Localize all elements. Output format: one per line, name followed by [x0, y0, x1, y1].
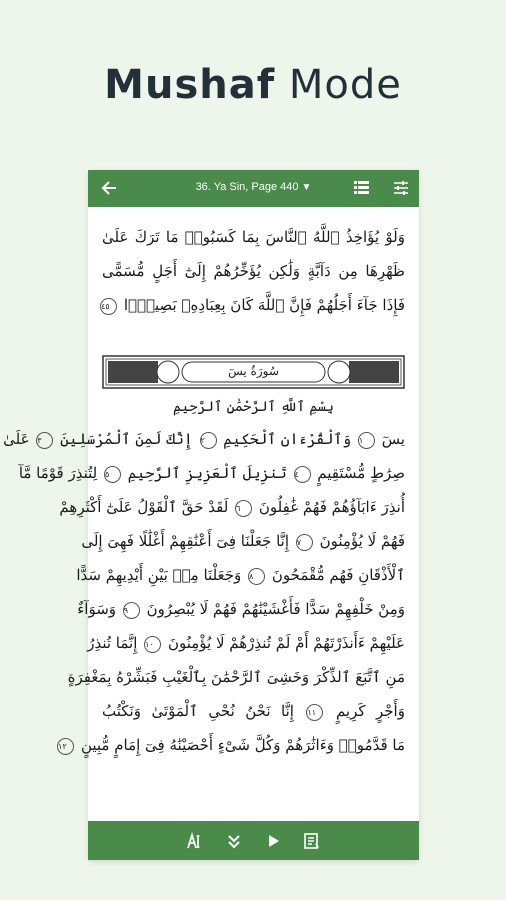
verse-number: ٨ — [248, 568, 265, 585]
headline-light: Mode — [288, 62, 402, 108]
verse-number: ٤ — [294, 466, 311, 483]
quran-line — [67, 667, 405, 687]
quran-text: لِتُنذِرَ قَوْمًا مَّآ — [18, 464, 98, 482]
quran-line — [59, 497, 405, 517]
quran-text: مَنِ ٱتَّبَعَ ٱلذِّكْرَ وَخَشِىَ ٱلرَّحْمَٰنَ بِٱلْغَيْبِ فَبَشِّرْهُ بِمَغْفِرَةٍ — [67, 668, 405, 686]
quran-text: لَقَدْ حَقَّ ٱلْقَوْلُ عَلَىٰٓ أَكْثَرِهِمْ — [59, 498, 229, 516]
quran-text: أُنذِرَ ءَابَآؤُهُمْ فَهُمْ غَٰفِلُونَ — [258, 498, 405, 516]
phone-screen — [3, 170, 419, 860]
verse-number: ٤٥ — [100, 298, 117, 315]
tune-icon[interactable] — [393, 180, 409, 196]
text-size-icon[interactable] — [186, 832, 204, 850]
verse-number: ٣ — [36, 432, 53, 449]
notes-icon[interactable] — [303, 832, 321, 850]
quran-line — [3, 429, 405, 449]
quran-line: وَلَوْ يُؤَاخِذُ ٱللَّهُ ٱلنَّاسَ بِمَا كَسَبُوا۟ مَا تَرَكَ عَلَىٰ — [102, 228, 405, 246]
caret-down-icon: ▼ — [301, 182, 312, 193]
quran-text: وَسَوَآءٌ — [77, 600, 117, 618]
quran-text: عَلَيْهِمْ ءَأَنذَرْتَهُمْ أَمْ لَمْ تُنذِرْهُمْ لَا يُؤْمِنُونَ — [167, 634, 405, 652]
quran-text: يسٓ — [381, 430, 405, 448]
verse-number: ٧ — [296, 534, 313, 551]
quran-line — [87, 633, 405, 653]
quran-line — [58, 735, 405, 755]
headline-bold: Mushaf — [104, 62, 276, 108]
app-bar — [88, 170, 419, 207]
mushaf-page[interactable] — [3, 207, 419, 821]
quran-text: ٱلْأَذْقَانِ فَهُم مُّقْمَحُونَ — [271, 566, 405, 584]
quran-text: صِرَٰطٍ مُّسْتَقِيمٍ — [317, 464, 405, 482]
verse-number: ٢ — [200, 432, 217, 449]
quran-text: وَٱلْقُرْءَانِ ٱلْحَكِيمِ — [223, 430, 352, 448]
quran-text: فَهُمْ لَا يُؤْمِنُونَ — [319, 532, 405, 550]
quran-line — [102, 295, 405, 315]
quran-text: تَنزِيلَ ٱلْعَزِيزِ ٱلرَّحِيمِ — [127, 464, 287, 482]
back-arrow-icon[interactable] — [100, 179, 118, 197]
quran-text: عَلَىٰ — [3, 430, 30, 448]
quran-line — [102, 701, 405, 721]
quran-text: إِنَّا نَحْنُ نُحْىِ ٱلْمَوْتَىٰ وَنَكْتُبُ — [102, 702, 294, 720]
verse-number: ١٠ — [144, 636, 161, 653]
verse-number: ١ — [358, 432, 375, 449]
quran-text: إِنَّكَ لَمِنَ ٱلْمُرْسَلِينَ — [60, 430, 193, 448]
quran-text: إِنَّا جَعَلْنَا فِىٓ أَعْنَٰقِهِمْ أَغْلَٰلًا فَهِىَ إِلَى — [81, 532, 290, 550]
quran-text: فَإِذَا جَآءَ أَجَلُهُمْ فَإِنَّ ٱللَّهَ كَانَ بِعِبَادِهِۦ بَصِيرًۢا — [123, 296, 405, 314]
surah-title: سُورَةُ يسٓ — [228, 364, 279, 378]
quran-text: وَأَجْرٍ كَرِيمٍ — [335, 702, 405, 720]
basmala: بِسْمِ ٱللَّهِ ٱلرَّحْمَٰنِ ٱلرَّحِيمِ — [172, 399, 334, 415]
verse-number: ٦ — [235, 500, 252, 517]
verse-number: ٥ — [104, 466, 121, 483]
verse-number: ٩ — [123, 602, 140, 619]
play-icon[interactable] — [264, 832, 282, 850]
page-headline — [0, 62, 506, 108]
quran-line: ظَهْرِهَا مِن دَآبَّةٍ وَلَٰكِن يُؤَخِّرُهُمْ إِلَىٰٓ أَجَلٍ مُّسَمًّى — [102, 262, 405, 280]
quran-line — [81, 531, 405, 551]
list-icon[interactable] — [354, 181, 369, 194]
quran-line — [77, 599, 405, 619]
double-chevron-down-icon[interactable] — [225, 832, 243, 850]
page-selector[interactable] — [148, 181, 359, 193]
verse-number: ١٢ — [57, 738, 74, 755]
bottom-toolbar — [88, 821, 419, 860]
quran-text: وَجَعَلْنَا مِنۢ بَيْنِ أَيْدِيهِمْ سَدًّا — [76, 566, 242, 584]
page-selector-label: 36. Ya Sin, Page 440 — [195, 181, 299, 193]
quran-text: وَمِنْ خَلْفِهِمْ سَدًّا فَأَغْشَيْنَٰهُمْ فَهُمْ لَا يُبْصِرُونَ — [146, 600, 405, 618]
verse-number: ١١ — [306, 704, 323, 721]
quran-text: مَا قَدَّمُوا۟ وَءَاثَٰرَهُمْ وَكُلَّ شَىْءٍ أَحْصَيْنَٰهُ فِىٓ إِمَامٍ مُّبِينٍ — [80, 736, 405, 754]
quran-line — [18, 463, 405, 483]
quran-text: إِنَّمَا تُنذِرُ — [87, 634, 138, 652]
quran-line — [76, 565, 405, 585]
